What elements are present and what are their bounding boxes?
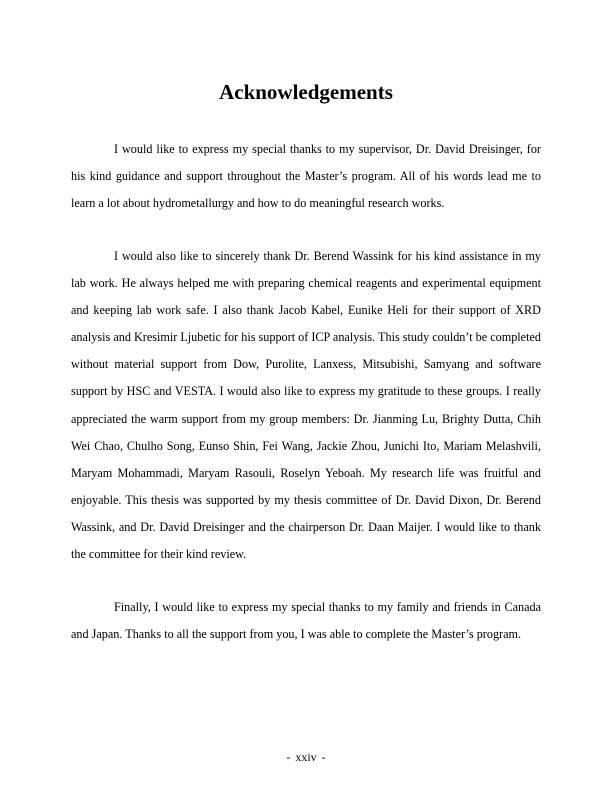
- page-title: Acknowledgements: [219, 80, 393, 104]
- page-number: - xxiv -: [286, 750, 326, 764]
- paragraph-supervisor-thanks: I would like to express my special thanks to my supervisor, Dr. David Dreisinger, for his kind guidance and support throughout the Master’s program. All of his words lead me to learn a lot about hydrometallurgy and how to do meaningful research works.: [71, 142, 541, 211]
- paragraph-family-thanks: Finally, I would like to express my special thanks to my family and friends in Canada and Japan. Thanks to all the support from you, I was able to complete the Master’s program.: [71, 600, 541, 642]
- paragraph-lab-and-group-thanks: I would also like to sincerely thank Dr. Berend Wassink for his kind assistance in my lab work. He always helped me with preparing chemical reagents and experimental equipment and keeping lab work safe. I also thank Jacob Kabel, Eunike Heli for their support of XRD analysis and Kresimir Ljubetic for his support of ICP analysis. This study couldn’t be completed without material support from Dow, Purolite, Lanxess, Mitsubishi, Samyang and software support by HSC and VESTA. I would also like to express my gratitude to these groups. I really appreciated the warm support from my group members: Dr. Jianming Lu, Brighty Dutta, Chih Wei Chao, Chulho Song, Eunso Shin, Fei Wang, Jackie Zhou, Junichi Ito, Mariam Melashvili, Maryam Mohammadi, Maryam Rasouli, Roselyn Yeboah. My research life was fruitful and enjoyable. This thesis was supported by my thesis committee of Dr. David Dixon, Dr. Berend Wassink, and Dr. David Dreisinger and the chairperson Dr. Daan Maijer. I would like to thank the committee for their kind review.: [71, 249, 541, 562]
